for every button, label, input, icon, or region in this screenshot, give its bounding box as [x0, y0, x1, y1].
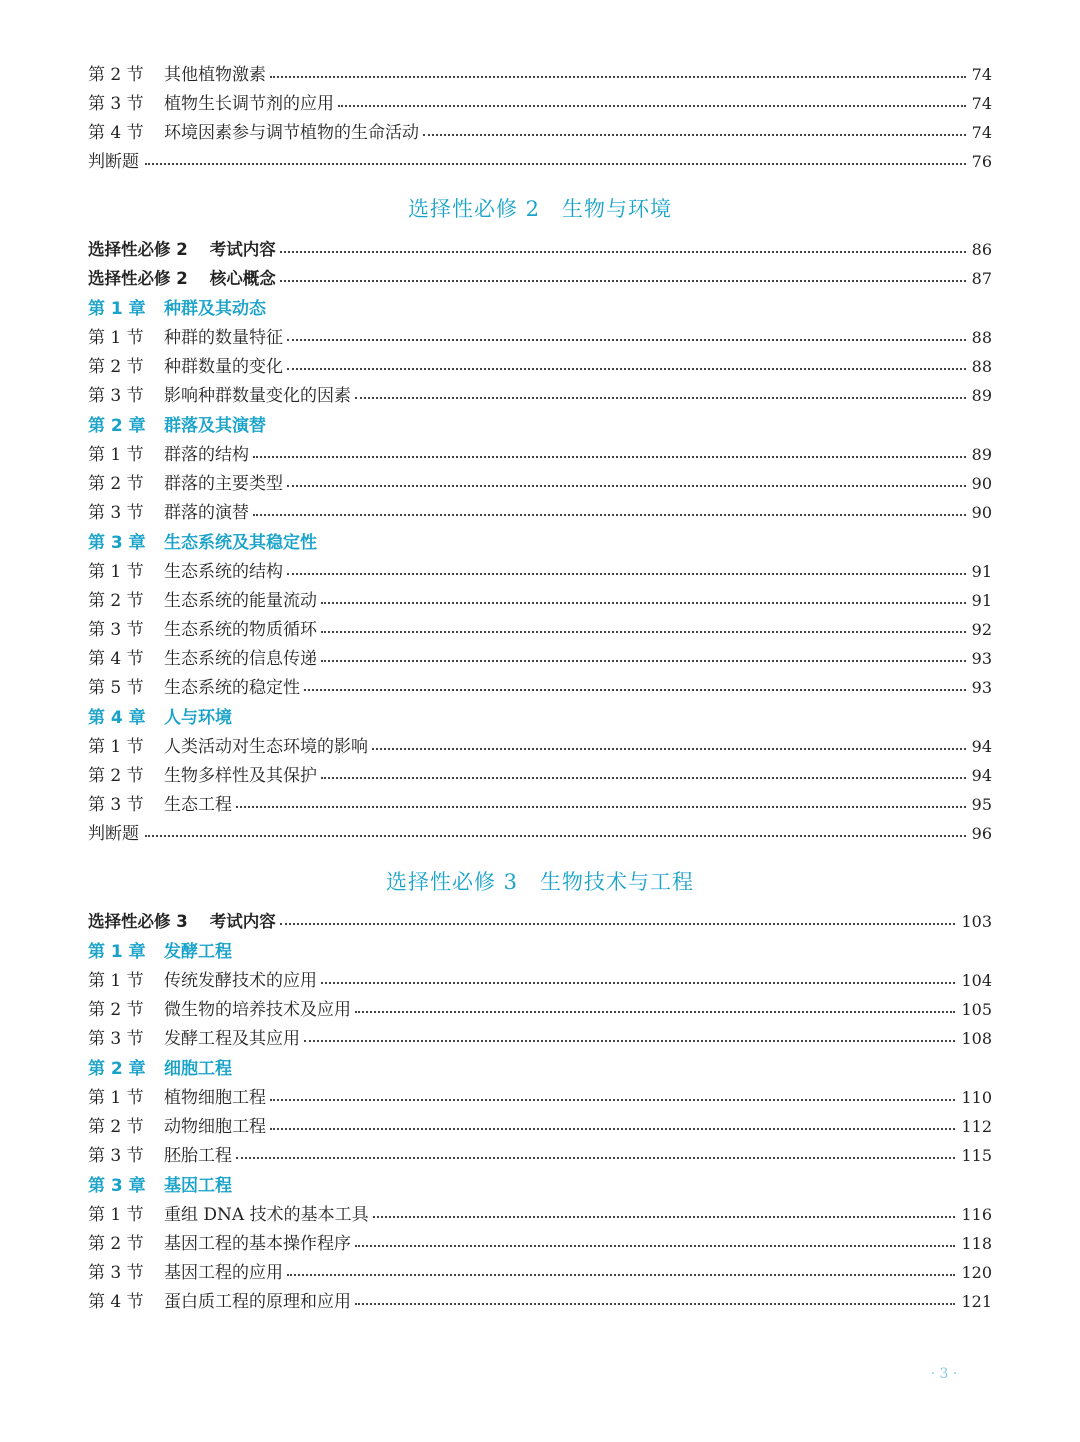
toc-entry[interactable]: 第 3 节 生态工程 95	[88, 795, 992, 815]
chapter-heading[interactable]: 第 3 章 基因工程	[88, 1176, 232, 1196]
toc-entry-bold[interactable]: 选择性必修 2 考试内容 86	[88, 240, 992, 259]
chapter-heading[interactable]: 第 1 章 种群及其动态	[88, 299, 266, 319]
dot-leader	[423, 134, 966, 136]
dot-leader	[304, 1040, 955, 1042]
dot-leader	[355, 1303, 955, 1305]
toc-entry[interactable]: 第 2 节 生态系统的能量流动 91	[88, 591, 992, 611]
toc-entry[interactable]: 第 4 节 环境因素参与调节植物的生命活动 74	[88, 123, 992, 143]
dot-leader	[145, 835, 966, 837]
dot-leader	[321, 777, 966, 779]
toc-entry-judge[interactable]: 判断题 76	[88, 152, 992, 172]
dot-leader	[253, 456, 966, 458]
chapter-heading[interactable]: 第 4 章 人与环境	[88, 708, 232, 728]
dot-leader	[304, 689, 966, 691]
toc-entry-judge[interactable]: 判断题 96	[88, 824, 992, 844]
toc-entry[interactable]: 第 2 节 种群数量的变化 88	[88, 357, 992, 377]
dot-leader	[280, 923, 956, 925]
dot-leader	[287, 485, 966, 487]
chapter-heading[interactable]: 第 2 章 群落及其演替	[88, 416, 266, 436]
dot-leader	[321, 660, 966, 662]
dot-leader	[287, 368, 966, 370]
toc-entry[interactable]: 第 1 节 种群的数量特征 88	[88, 328, 992, 348]
toc-entry[interactable]: 第 1 节 重组 DNA 技术的基本工具 116	[88, 1205, 992, 1225]
chapter-heading[interactable]: 第 2 章 细胞工程	[88, 1059, 232, 1079]
dot-leader	[280, 280, 966, 282]
dot-leader	[287, 573, 966, 575]
dot-leader	[373, 1216, 956, 1218]
dot-leader	[355, 397, 966, 399]
toc-entry[interactable]: 第 1 节 生态系统的结构 91	[88, 562, 992, 582]
dot-leader	[270, 1099, 955, 1101]
page-number: · 3 ·	[930, 1366, 958, 1382]
toc-entry[interactable]: 第 3 节 基因工程的应用 120	[88, 1263, 992, 1283]
toc-entry[interactable]: 第 1 节 群落的结构 89	[88, 445, 992, 465]
dot-leader	[372, 748, 966, 750]
dot-leader	[287, 1274, 955, 1276]
toc-entry[interactable]: 第 3 节 群落的演替 90	[88, 503, 992, 523]
toc-entry[interactable]: 第 4 节 蛋白质工程的原理和应用 121	[88, 1292, 992, 1312]
dot-leader	[236, 1157, 955, 1159]
dot-leader	[321, 602, 966, 604]
dot-leader	[236, 806, 966, 808]
chapter-heading[interactable]: 第 3 章 生态系统及其稳定性	[88, 533, 317, 553]
toc-entry[interactable]: 第 2 节 群落的主要类型 90	[88, 474, 992, 494]
toc-entry[interactable]: 第 2 节 基因工程的基本操作程序 118	[88, 1234, 992, 1254]
toc-entry-bold[interactable]: 选择性必修 2 核心概念 87	[88, 269, 992, 288]
toc-entry[interactable]: 第 2 节 动物细胞工程 112	[88, 1117, 992, 1137]
dot-leader	[270, 76, 966, 78]
dot-leader	[145, 163, 966, 165]
chapter-heading[interactable]: 第 1 章 发酵工程	[88, 942, 232, 962]
dot-leader	[253, 514, 966, 516]
toc-entry[interactable]: 第 2 节 生物多样性及其保护 94	[88, 766, 992, 786]
dot-leader	[355, 1011, 955, 1013]
toc-entry[interactable]: 第 1 节 传统发酵技术的应用 104	[88, 971, 992, 991]
toc-entry[interactable]: 第 2 节 微生物的培养技术及应用 105	[88, 1000, 992, 1020]
toc-entry[interactable]: 第 1 节 人类活动对生态环境的影响 94	[88, 737, 992, 757]
toc-entry[interactable]: 第 3 节 发酵工程及其应用 108	[88, 1029, 992, 1049]
module-heading: 选择性必修 2 生物与环境	[407, 197, 673, 221]
module-heading: 选择性必修 3 生物技术与工程	[385, 870, 695, 894]
toc-entry[interactable]: 第 5 节 生态系统的稳定性 93	[88, 678, 992, 698]
dot-leader	[338, 105, 966, 107]
toc-entry[interactable]: 第 3 节 胚胎工程 115	[88, 1146, 992, 1166]
toc-entry[interactable]: 第 2 节 其他植物激素 74	[88, 65, 992, 85]
toc-entry[interactable]: 第 3 节 影响种群数量变化的因素 89	[88, 386, 992, 406]
toc-entry[interactable]: 第 3 节 生态系统的物质循环 92	[88, 620, 992, 640]
dot-leader	[355, 1245, 955, 1247]
dot-leader	[280, 251, 966, 253]
dot-leader	[321, 982, 955, 984]
toc-entry-bold[interactable]: 选择性必修 3 考试内容 103	[88, 912, 992, 931]
dot-leader	[321, 631, 966, 633]
toc-entry[interactable]: 第 4 节 生态系统的信息传递 93	[88, 649, 992, 669]
toc-entry[interactable]: 第 3 节 植物生长调节剂的应用 74	[88, 94, 992, 114]
dot-leader	[270, 1128, 955, 1130]
dot-leader	[287, 339, 966, 341]
toc-entry[interactable]: 第 1 节 植物细胞工程 110	[88, 1088, 992, 1108]
